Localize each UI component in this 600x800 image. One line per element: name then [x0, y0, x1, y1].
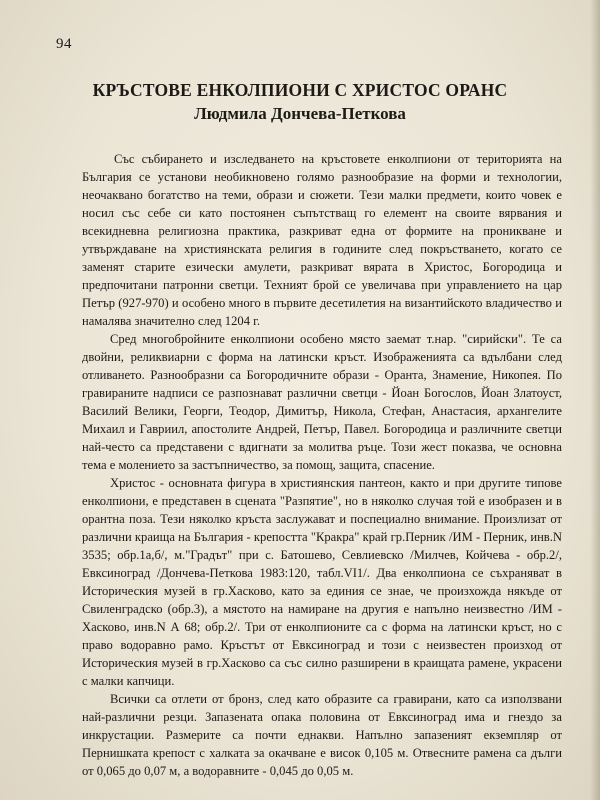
article-body	[82, 150, 562, 780]
scan-edge-shadow	[590, 0, 600, 800]
article-author: Людмила Дончева-Петкова	[194, 104, 406, 123]
paragraph-2: Сред многобройните енколпиони особено място заемат т.нар. "сирийски". Те са двойни, реликвиарни с форма на латински кръст. Изображенията са вдълбани след отливането. Разнообразни са Богородичните образи - Оранта, Знамение, Никопея. По гравираните надписи се разпознават различни светци - Йоан Богослов, Йоан Златоуст, Василий Велики, Георги, Теодор, Димитър, Никола, Стефан, Анастасия, архангелите Михаил и Гавриил, апостолите Андрей, Петър, Павел. Богородица и различните светци най-често са представени с вдигнати за молитва ръце. Този жест показва, че основна тема е молението за застъпничество, за помощ, защита, спасение.	[82, 332, 562, 472]
article-title: КРЪСТОВЕ ЕНКОЛПИОНИ С ХРИСТОС ОРАНС	[92, 80, 508, 100]
paragraph-1: Със събирането и изследването на кръстовете енколпиони от територията на България се установи необикновено голямо разнообразие на форми и технологии, неочаквано богатство на теми, образи и сюжети. Тези малки предмети, които човек е носил със себе си като постоянен съпътстващ го елемент на своите вярвания и всекидневна религиозна практика, разкриват една от формите на проникване и утвърждаване на християнската религия в годините след покръстването, когато се заменят старите езически амулети, разкриват вярата в Христос, Богородица и предпочитани патронни светци. Техният брой се увеличава при управлението на цар Петър (927-970) и особено много в първите десетилетия на византийското владичество и намалява значително след 1204 г.	[82, 152, 562, 328]
paragraph-4: Всички са отлети от бронз, след като образите са гравирани, като са използвани най-различни резци. Запазената опака половина от Евксиноград има и гнездо за инкрустации. Размерите са почти еднакви. Напълно запазеният екземпляр от Пернишката крепост с халката за окачване е висок 0,105 м. Отвесните рамена са дълги от 0,065 до 0,07 м, а водоравните - 0,045 до 0,05 м.	[82, 692, 562, 778]
page-number: 94	[56, 36, 72, 52]
paragraph-3: Христос - основната фигура в християнския пантеон, както и при другите типове енколпиони, е представен в сцената "Разпятие", но в няколко случая той е изобразен и в орантна поза. Тези няколко кръста заслужават и поспециално внимание. Произлизат от различни краища на България - крепостта "Кракра" край гр.Перник /ИМ - Перник, инв.N 3535; обр.1а,б/, м."Градът" при с. Батошево, Севлиевско /Милчев, Койчева - обр.2/, Евксиноград /Дончева-Петкова 1983:120, табл.VI1/. Два енколпиона се съхраняват в Историческия музей в гр.Хасково, като за единия се знае, че произхожда някъде от Свиленградско (обр.3), а мястото на намиране на другия е напълно неизвестно /ИМ - Хасково, инв.N А 68; обр.2/. Три от енколпионите са с форма на латински кръст, но с право водоравно рамо. Кръстът от Евксиноград и този с неизвестен произход от Историческия музей в гр.Хасково са със силно разширени в краищата рамене, украсени с малки капчици.	[82, 476, 562, 688]
